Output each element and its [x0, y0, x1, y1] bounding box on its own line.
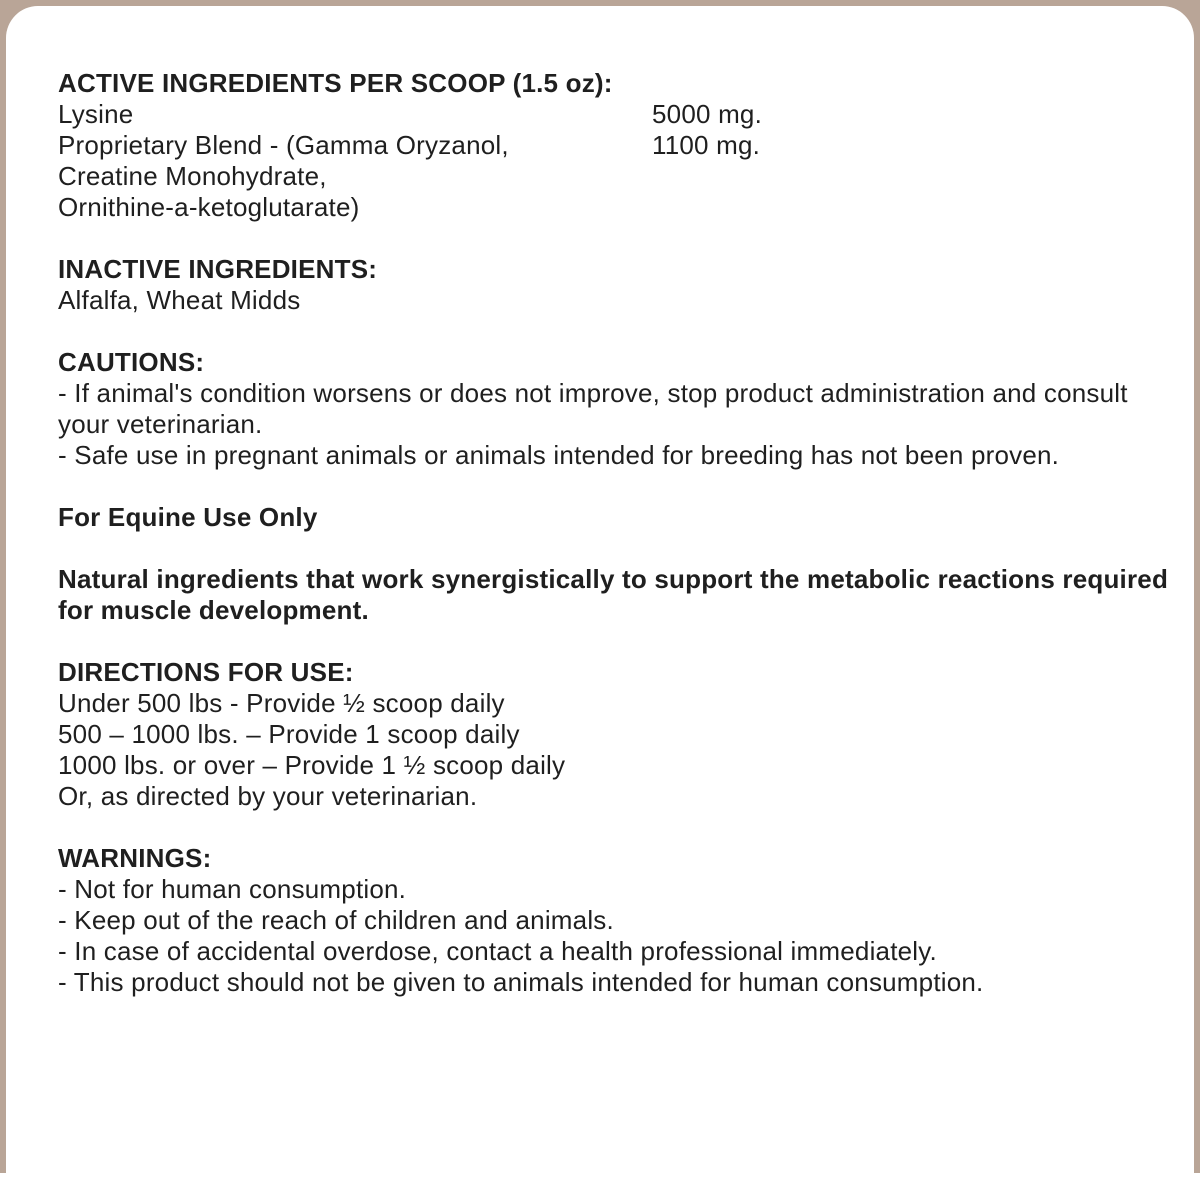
caution-line: - If animal's condition worsens or does not improve, stop product administration and consult [58, 378, 1128, 408]
direction-line: 1000 lbs. or over – Provide 1 ½ scoop daily [58, 750, 566, 780]
section-gap [58, 626, 1168, 657]
equine-use-note: For Equine Use Only [58, 502, 318, 532]
ingredient-row-lysine [58, 99, 1168, 130]
direction-line: 500 – 1000 lbs. – Provide 1 scoop daily [58, 719, 520, 749]
warnings-heading: WARNINGS: [58, 843, 212, 873]
active-ingredients-heading: ACTIVE INGREDIENTS PER SCOOP (1.5 oz): [58, 68, 613, 98]
ingredient-continuation: Creatine Monohydrate, [58, 161, 327, 191]
summary-line: Natural ingredients that work synergistically to support the metabolic reactions required [58, 564, 1169, 594]
section-gap [58, 471, 1168, 502]
section-gap [58, 812, 1168, 843]
warning-line: - Not for human consumption. [58, 874, 407, 904]
section-gap [58, 316, 1168, 347]
directions-heading: DIRECTIONS FOR USE: [58, 657, 354, 687]
ingredient-row-proprietary-blend [58, 130, 1168, 161]
direction-line: Under 500 lbs - Provide ½ scoop daily [58, 688, 505, 718]
warning-line: - Keep out of the reach of children and animals. [58, 905, 614, 935]
cautions-heading: CAUTIONS: [58, 347, 205, 377]
section-gap [58, 533, 1168, 564]
ingredient-amount: 5000 mg. [652, 99, 763, 129]
warning-line: - In case of accidental overdose, contact a health professional immediately. [58, 936, 937, 966]
label-content [58, 68, 1168, 998]
ingredient-continuation: Ornithine-a-ketoglutarate) [58, 192, 360, 222]
summary-line: for muscle development. [58, 595, 369, 625]
direction-line: Or, as directed by your veterinarian. [58, 781, 478, 811]
ingredient-amount: 1100 mg. [652, 130, 761, 160]
label-card [6, 6, 1194, 1179]
caution-line: - Safe use in pregnant animals or animals intended for breeding has not been proven. [58, 440, 1060, 470]
inactive-ingredients-text: Alfalfa, Wheat Midds [58, 285, 301, 315]
ingredient-name: Proprietary Blend - (Gamma Oryzanol, [58, 130, 509, 160]
inactive-ingredients-heading: INACTIVE INGREDIENTS: [58, 254, 378, 284]
caution-line: your veterinarian. [58, 409, 263, 439]
warning-line: - This product should not be given to animals intended for human consumption. [58, 967, 984, 997]
ingredient-name: Lysine [58, 99, 134, 129]
section-gap [58, 223, 1168, 254]
